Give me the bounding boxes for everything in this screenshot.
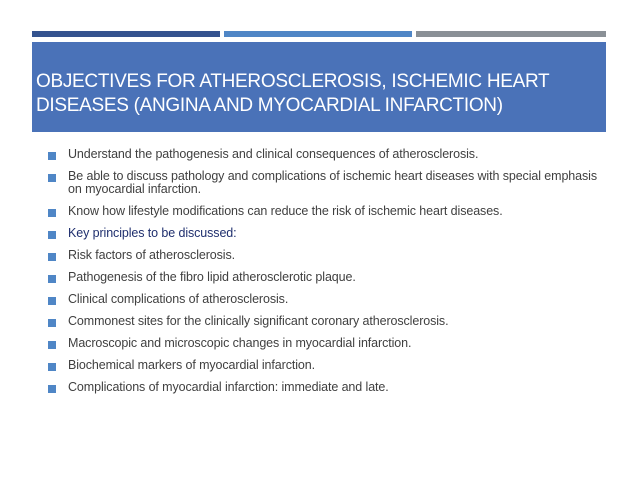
title-band — [32, 42, 606, 132]
list-item — [48, 381, 600, 399]
square-bullet-icon — [48, 297, 56, 305]
list-item — [48, 293, 600, 311]
square-bullet-icon — [48, 363, 56, 371]
list-item-text: Commonest sites for the clinically significant coronary atherosclerosis. — [68, 314, 449, 328]
square-bullet-icon — [48, 253, 56, 261]
accent-stripe-dark-blue — [32, 31, 220, 37]
list-item-text: Key principles to be discussed: — [68, 226, 237, 240]
list-item-text: Biochemical markers of myocardial infarction. — [68, 358, 315, 372]
square-bullet-icon — [48, 385, 56, 393]
list-item-text: Be able to discuss pathology and complications of ischemic heart diseases with special emphasis on myocardial infarction. — [68, 169, 597, 196]
list-item-text: Risk factors of atherosclerosis. — [68, 248, 235, 262]
list-item-text: Macroscopic and microscopic changes in myocardial infarction. — [68, 336, 412, 350]
square-bullet-icon — [48, 275, 56, 283]
list-item-text: Complications of myocardial infarction: immediate and late. — [68, 380, 389, 394]
list-item-text: Clinical complications of atherosclerosis. — [68, 292, 289, 306]
objectives-list — [48, 148, 600, 403]
square-bullet-icon — [48, 209, 56, 217]
square-bullet-icon — [48, 231, 56, 239]
top-accent-stripes — [32, 31, 606, 37]
list-item — [48, 205, 600, 223]
square-bullet-icon — [48, 341, 56, 349]
list-item — [48, 315, 600, 333]
slide-title: OBJECTIVES FOR ATHEROSCLEROSIS, ISCHEMIC HEART DISEASES (ANGINA AND MYOCARDIAL INFARCTION) — [36, 71, 550, 116]
list-item-text: Know how lifestyle modifications can reduce the risk of ischemic heart diseases. — [68, 204, 503, 218]
list-item — [48, 148, 600, 166]
square-bullet-icon — [48, 152, 56, 160]
list-item-text: Pathogenesis of the fibro lipid atherosclerotic plaque. — [68, 270, 356, 284]
list-item — [48, 359, 600, 377]
list-item — [48, 271, 600, 289]
list-item-text: Understand the pathogenesis and clinical consequences of atherosclerosis. — [68, 147, 479, 161]
list-item — [48, 227, 600, 245]
accent-stripe-gray — [416, 31, 606, 37]
list-item — [48, 170, 600, 201]
square-bullet-icon — [48, 174, 56, 182]
list-item — [48, 249, 600, 267]
accent-stripe-light-blue — [224, 31, 412, 37]
list-item — [48, 337, 600, 355]
square-bullet-icon — [48, 319, 56, 327]
